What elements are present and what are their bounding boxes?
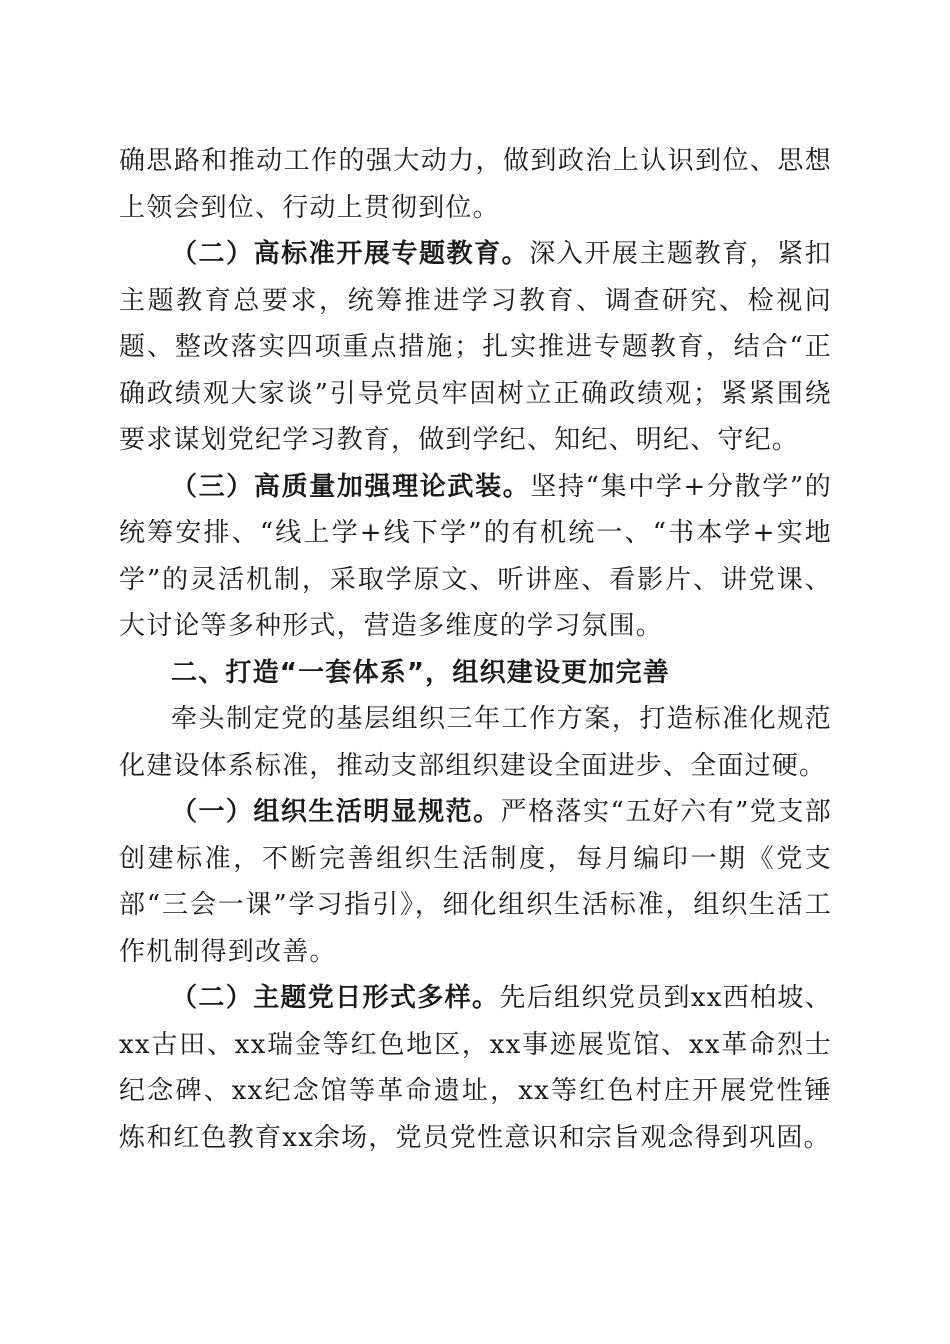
section-heading: 二、打造“一套体系”，组织建设更加完善 <box>171 657 670 688</box>
paragraph-text: 先后组织党员到xx西柏坡、xx古田、xx瑞金等红色地区，xx事迹展览馆、xx革命烈士纪念碑、xx纪念馆等革命遗址，xx等红色村庄开展党性锤炼和红色教育xx余场，党员党性意识和宗旨观念得到巩固。 <box>119 983 832 1153</box>
paragraph-section-intro <box>119 696 832 789</box>
paragraph-organization-life <box>119 789 832 975</box>
paragraph-text: 确思路和推动工作的强大动力，做到政治上认识到位、思想上领会到位、行动上贯彻到位。 <box>119 146 832 223</box>
paragraph-continuation <box>119 138 832 231</box>
paragraph-theme-party-day <box>119 975 832 1161</box>
paragraph-text: 深入开展主题教育，紧扣主题教育总要求，统筹推进学习教育、调查研究、检视问题、整改落实四项重点措施；扎实推进专题教育，结合“正确政绩观大家谈”引导党员牢固树立正确政绩观；紧紧围绕要求谋划党纪学习教育，做到学纪、知纪、明纪、守纪。 <box>119 239 832 455</box>
paragraph-lead: （二）主题党日形式多样。 <box>171 983 500 1013</box>
paragraph-text: 牵头制定党的基层组织三年工作方案，打造标准化规范化建设体系标准，推动支部组织建设全面进步、全面过硬。 <box>119 704 832 781</box>
paragraph-text: 严格落实“五好六有”党支部创建标准，不断完善组织生活制度，每月编印一期《党支部“三会一课”学习指引》，细化组织生活标准，组织生活工作机制得到改善。 <box>119 797 832 967</box>
paragraph-lead: （二）高标准开展专题教育。 <box>171 239 530 269</box>
paragraph-theory-armament <box>119 464 832 650</box>
paragraph-special-education <box>119 231 832 464</box>
paragraph-lead: （三）高质量加强理论武装。 <box>171 471 531 502</box>
paragraph-lead: （一）组织生活明显规范。 <box>171 797 501 827</box>
document-body <box>119 138 832 1161</box>
paragraph-text: 坚持“集中学+分散学”的统筹安排、“线上学+线下学”的有机统一、“书本学+实地学”的灵活机制，采取学原文、听讲座、看影片、讲党课、大讨论等多种形式，营造多维度的学习氛围。 <box>119 471 832 641</box>
